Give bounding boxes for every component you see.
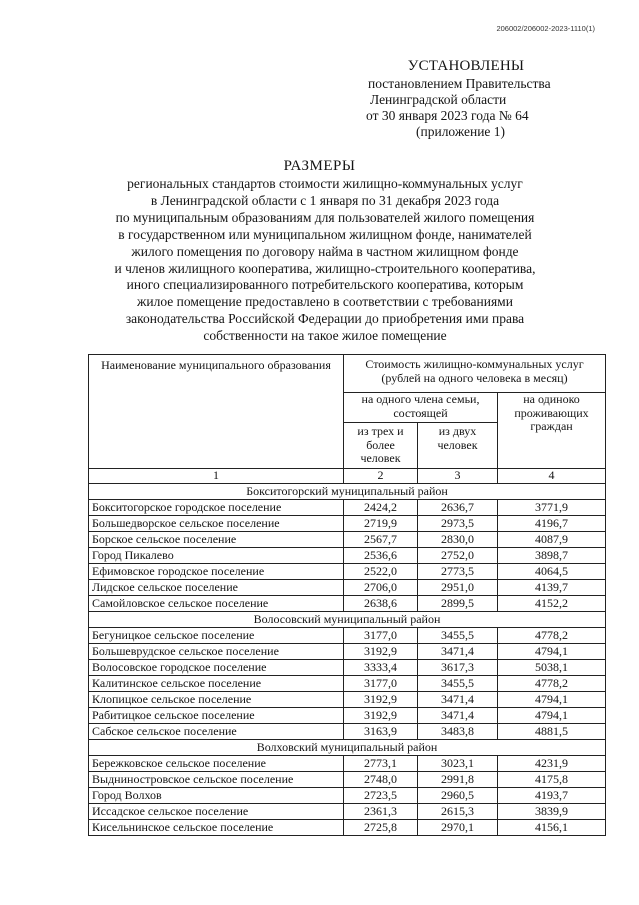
header-family: на одного члена семьи, состоящей	[344, 393, 498, 423]
cost-three-plus: 2424,2	[344, 500, 418, 516]
cost-two: 2636,7	[418, 500, 498, 516]
table-row	[89, 516, 606, 532]
settlement-name: Большеврудское сельское поселение	[89, 644, 344, 660]
cost-single: 4231,9	[498, 756, 606, 772]
table-row	[89, 660, 606, 676]
settlement-name: Волосовское городское поселение	[89, 660, 344, 676]
cost-single: 4175,8	[498, 772, 606, 788]
header-name: Наименование муниципального образования	[89, 355, 344, 469]
table-row	[89, 756, 606, 772]
cost-three-plus: 2723,5	[344, 788, 418, 804]
settlement-name: Ефимовское городское поселение	[89, 564, 344, 580]
cost-two: 3455,5	[418, 676, 498, 692]
table-row	[89, 500, 606, 516]
approval-line-3: от 30 января 2023 года № 64	[366, 108, 529, 123]
district-row	[89, 612, 606, 628]
cost-single: 4778,2	[498, 628, 606, 644]
cost-three-plus: 3177,0	[344, 676, 418, 692]
document-id: 206002/206002-2023-1110(1)	[496, 24, 595, 33]
table-row	[89, 708, 606, 724]
cost-three-plus: 3163,9	[344, 724, 418, 740]
cost-single: 3898,7	[498, 548, 606, 564]
column-number: 1	[89, 469, 344, 484]
table-row	[89, 788, 606, 804]
approval-line-1: постановлением Правительства	[368, 76, 551, 91]
cost-two: 3483,8	[418, 724, 498, 740]
district-row	[89, 740, 606, 756]
subtitle-line: региональных стандартов стоимости жилищно-коммунальных услуг	[127, 176, 523, 191]
cost-three-plus: 3333,4	[344, 660, 418, 676]
approval-heading: УСТАНОВЛЕНЫ	[407, 58, 525, 74]
settlement-name: Борское сельское поселение	[89, 532, 344, 548]
cost-single: 4794,1	[498, 692, 606, 708]
cost-two: 2960,5	[418, 788, 498, 804]
settlement-name: Иссадское сельское поселение	[89, 804, 344, 820]
cost-two: 2752,0	[418, 548, 498, 564]
approval-line-2: Ленинградской области	[370, 92, 507, 107]
settlement-name: Большедворское сельское поселение	[89, 516, 344, 532]
table-row	[89, 532, 606, 548]
cost-three-plus: 3192,9	[344, 644, 418, 660]
cost-three-plus: 2725,8	[344, 820, 418, 836]
cost-single: 4196,7	[498, 516, 606, 532]
cost-three-plus: 2638,6	[344, 596, 418, 612]
settlement-name: Город Пикалево	[89, 548, 344, 564]
cost-two: 3471,4	[418, 644, 498, 660]
cost-single: 4794,1	[498, 644, 606, 660]
cost-two: 2951,0	[418, 580, 498, 596]
cost-single: 4139,7	[498, 580, 606, 596]
cost-single: 3771,9	[498, 500, 606, 516]
district-name: Волховский муниципальный район	[89, 740, 606, 756]
table-row	[89, 564, 606, 580]
subtitle-line: по муниципальным образованиям для пользователей жилого помещения	[115, 209, 535, 225]
column-number: 4	[498, 469, 606, 484]
cost-single: 4193,7	[498, 788, 606, 804]
cost-single: 3839,9	[498, 804, 606, 820]
header-two: из двух человек	[418, 423, 498, 469]
cost-single: 4087,9	[498, 532, 606, 548]
cost-single: 4778,2	[498, 676, 606, 692]
cost-two: 2991,8	[418, 772, 498, 788]
district-name: Бокситогорский муниципальный район	[89, 484, 606, 500]
table-row	[89, 676, 606, 692]
cost-two: 3617,3	[418, 660, 498, 676]
table-row	[89, 644, 606, 660]
cost-three-plus: 2361,3	[344, 804, 418, 820]
table-row	[89, 772, 606, 788]
subtitle-line: и членов жилищного кооператива, жилищно-строительного кооператива,	[114, 260, 536, 276]
cost-three-plus: 2536,6	[344, 548, 418, 564]
subtitle-line: жилое помещение предоставлено в соответствии с требованиями	[137, 294, 513, 310]
settlement-name: Рабитицкое сельское поселение	[89, 708, 344, 724]
table-row	[89, 804, 606, 820]
cost-two: 2899,5	[418, 596, 498, 612]
approval-line-4: (приложение 1)	[416, 124, 506, 139]
cost-three-plus: 3177,0	[344, 628, 418, 644]
cost-single: 5038,1	[498, 660, 606, 676]
document-title: РАЗМЕРЫ	[283, 158, 356, 174]
subtitle-line: в государственном или муниципальном жилищном фонде, нанимателей	[118, 226, 532, 242]
cost-two: 2830,0	[418, 532, 498, 548]
settlement-name: Самойловское сельское поселение	[89, 596, 344, 612]
rates-table-body	[89, 484, 606, 836]
settlement-name: Бокситогорское городское поселение	[89, 500, 344, 516]
header-cost: Стоимость жилищно-коммунальных услуг (рублей на одного человека в месяц)	[344, 355, 606, 393]
cost-two: 2615,3	[418, 804, 498, 820]
table-row	[89, 580, 606, 596]
cost-two: 3471,4	[418, 708, 498, 724]
document-subtitle	[90, 176, 560, 345]
cost-three-plus: 2719,9	[344, 516, 418, 532]
cost-single: 4881,5	[498, 724, 606, 740]
settlement-name: Клопицкое сельское поселение	[89, 692, 344, 708]
cost-two: 2970,1	[418, 820, 498, 836]
cost-two: 3023,1	[418, 756, 498, 772]
table-row	[89, 820, 606, 836]
table-row	[89, 724, 606, 740]
settlement-name: Город Волхов	[89, 788, 344, 804]
settlement-name: Кисельнинское сельское поселение	[89, 820, 344, 836]
cost-two: 3455,5	[418, 628, 498, 644]
settlement-name: Лидское сельское поселение	[89, 580, 344, 596]
cost-three-plus: 2522,0	[344, 564, 418, 580]
cost-single: 4152,2	[498, 596, 606, 612]
settlement-name: Бережковское сельское поселение	[89, 756, 344, 772]
cost-two: 3471,4	[418, 692, 498, 708]
subtitle-line: жилого помещения по договору найма в частном жилищном фонде	[131, 243, 519, 259]
subtitle-line: в Ленинградской области с 1 января по 31 декабря 2023 года	[150, 192, 500, 208]
cost-single: 4156,1	[498, 820, 606, 836]
rates-table	[88, 354, 606, 836]
table-row	[89, 628, 606, 644]
cost-three-plus: 2567,7	[344, 532, 418, 548]
header-single: на одиноко проживающих граждан	[498, 393, 606, 469]
settlement-name: Бегуницкое сельское поселение	[89, 628, 344, 644]
column-number: 3	[418, 469, 498, 484]
table-row	[89, 596, 606, 612]
settlement-name: Сабское сельское поселение	[89, 724, 344, 740]
table-row	[89, 548, 606, 564]
subtitle-line: законодательства Российской Федерации до приобретения ими права	[125, 311, 525, 327]
settlement-name: Выдниностровское сельское поселение	[89, 772, 344, 788]
subtitle-line: собственности на такое жилое помещение	[203, 328, 447, 344]
cost-single: 4794,1	[498, 708, 606, 724]
cost-three-plus: 2706,0	[344, 580, 418, 596]
cost-two: 2773,5	[418, 564, 498, 580]
settlement-name: Калитинское сельское поселение	[89, 676, 344, 692]
column-number: 2	[344, 469, 418, 484]
cost-single: 4064,5	[498, 564, 606, 580]
cost-two: 2973,5	[418, 516, 498, 532]
subtitle-line: иного специализированного потребительского кооператива, которым	[126, 277, 524, 293]
district-name: Волосовский муниципальный район	[89, 612, 606, 628]
table-row	[89, 692, 606, 708]
cost-three-plus: 3192,9	[344, 708, 418, 724]
cost-three-plus: 2773,1	[344, 756, 418, 772]
cost-three-plus: 3192,9	[344, 692, 418, 708]
district-row	[89, 484, 606, 500]
header-three-plus: из трех и более человек	[344, 423, 418, 469]
approval-block	[366, 58, 566, 140]
cost-three-plus: 2748,0	[344, 772, 418, 788]
